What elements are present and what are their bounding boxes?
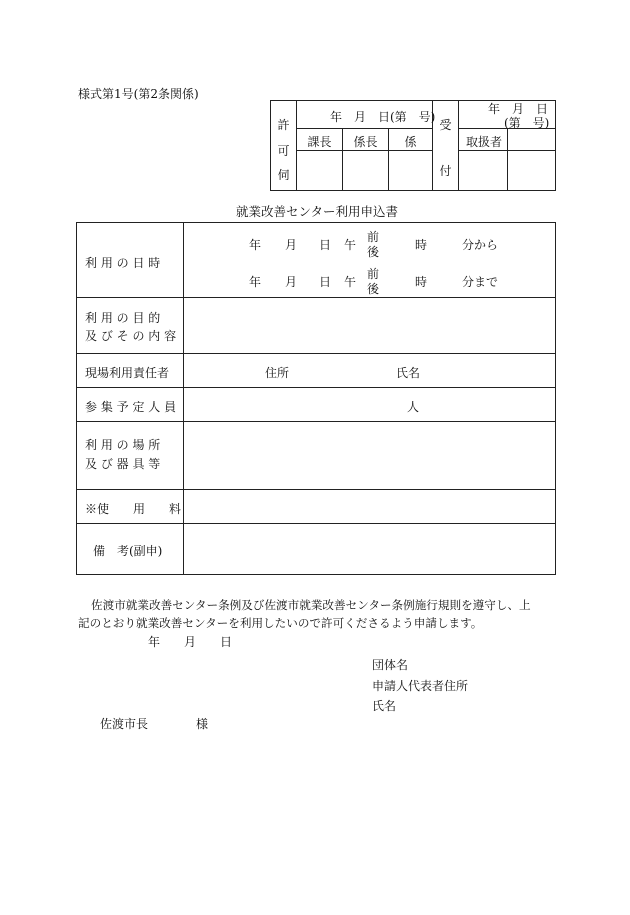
purpose-label-2: 及 び そ の 内 容	[85, 329, 177, 343]
role-subsection-chief: 係長	[353, 135, 378, 149]
from-hour: 時	[415, 238, 428, 252]
until-year: 年	[249, 275, 262, 289]
place-label-1: 利 用 の 場 所	[85, 438, 161, 452]
from-year: 年	[249, 238, 262, 252]
until-before: 前	[367, 267, 380, 281]
purpose-label-1: 利 用 の 目 的	[85, 311, 161, 325]
applicant-name-label: 氏名	[372, 699, 397, 713]
receipt-date: 年 月 日	[488, 102, 549, 116]
handler-label: 取扱者	[466, 135, 503, 149]
until-after: 後	[367, 282, 380, 296]
permit-date: 年 月 日(第 号)	[330, 110, 436, 124]
honorific: 様	[196, 717, 209, 731]
until-minute: 分まで	[462, 275, 499, 289]
application-date: 年 月 日	[148, 635, 233, 649]
statement-line-2: 記のとおり就業改善センターを利用したいので許可くださるよう申請します。	[78, 616, 483, 630]
receipt-number: (第 号)	[504, 116, 550, 130]
form-number: 様式第1号(第2条関係)	[78, 87, 199, 101]
from-month: 月	[285, 238, 298, 252]
from-minute: 分から	[462, 238, 499, 252]
representative-address-label: 申請人代表者住所	[372, 679, 469, 693]
role-section-chief: 課長	[307, 135, 332, 149]
responsible-name-label: 氏名	[396, 366, 421, 380]
responsible-address-label: 住所	[265, 366, 290, 380]
until-noon: 午	[344, 275, 357, 289]
role-staff: 係	[404, 135, 417, 149]
from-before: 前	[367, 230, 380, 244]
until-hour: 時	[415, 275, 428, 289]
receipt-char-1: 受	[439, 118, 452, 132]
responsible-person-label: 現場利用責任者	[85, 366, 170, 380]
until-month: 月	[285, 275, 298, 289]
organization-name-label: 団体名	[372, 658, 409, 672]
statement-line-1: 佐渡市就業改善センター条例及び佐渡市就業改善センター条例施行規則を遵守し、上	[91, 598, 531, 612]
permit-char-3: 伺	[277, 168, 290, 182]
attendees-unit: 人	[407, 400, 420, 414]
permit-char-1: 許	[277, 118, 290, 132]
usage-datetime-label: 利 用 の 日 時	[85, 256, 161, 270]
attendees-label: 参 集 予 定 人 員	[85, 400, 177, 414]
from-day: 日	[319, 238, 332, 252]
place-label-2: 及 び 器 具 等	[85, 457, 161, 471]
from-after: 後	[367, 245, 380, 259]
addressee: 佐渡市長	[100, 717, 149, 731]
from-noon: 午	[344, 238, 357, 252]
until-day: 日	[319, 275, 332, 289]
form-title: 就業改善センター利用申込書	[236, 204, 399, 219]
receipt-char-2: 付	[439, 164, 452, 178]
permit-char-2: 可	[277, 144, 290, 158]
remarks-label: 備 考(副申)	[93, 544, 163, 558]
usage-fee-label: ※使 用 料	[85, 502, 182, 516]
